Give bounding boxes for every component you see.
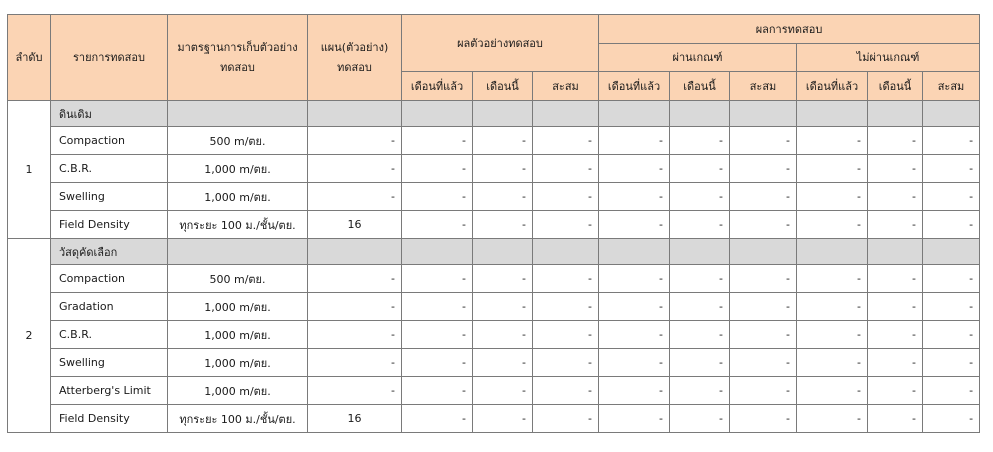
pass-last-month-cell: - xyxy=(599,155,670,183)
table-row xyxy=(8,349,980,377)
pass-this-month-cell: - xyxy=(670,211,730,239)
planned-samples: - xyxy=(308,293,402,321)
sample-last-month-cell: - xyxy=(402,405,473,433)
test-item-name: Field Density xyxy=(51,211,168,239)
header-samples: แผน(ตัวอย่าง) ทดสอบ xyxy=(308,15,402,101)
planned-samples: 16 xyxy=(308,405,402,433)
header-item: รายการทดสอบ xyxy=(51,15,168,101)
pass-last-month-cell: - xyxy=(599,211,670,239)
sample-last-month-cell: - xyxy=(402,349,473,377)
planned-samples: - xyxy=(308,321,402,349)
pass-this-month-cell: - xyxy=(670,349,730,377)
sampling-standard: 1,000 m/ตย. xyxy=(168,349,308,377)
group-header-row xyxy=(8,239,980,265)
table-row xyxy=(8,321,980,349)
pass-this-month-cell: - xyxy=(670,127,730,155)
header-fail-this-month: เดือนนี้ xyxy=(868,72,923,101)
fail-last-month-cell: - xyxy=(797,405,868,433)
sample-cumulative-cell: - xyxy=(533,293,599,321)
group-header-blank-cell xyxy=(402,101,473,127)
fail-cumulative-cell: - xyxy=(923,211,980,239)
pass-last-month-cell: - xyxy=(599,293,670,321)
sampling-standard: 1,000 m/ตย. xyxy=(168,183,308,211)
sample-this-month-cell: - xyxy=(473,155,533,183)
group-header-blank-cell xyxy=(923,101,980,127)
fail-cumulative-cell: - xyxy=(923,265,980,293)
table-row xyxy=(8,127,980,155)
fail-this-month-cell: - xyxy=(868,127,923,155)
sampling-standard: 1,000 m/ตย. xyxy=(168,293,308,321)
pass-cumulative-cell: - xyxy=(730,211,797,239)
test-item-name: Swelling xyxy=(51,183,168,211)
header-standard: มาตรฐานการเก็บตัวอย่างทดสอบ xyxy=(168,15,308,101)
planned-samples: - xyxy=(308,377,402,405)
sample-this-month-cell: - xyxy=(473,183,533,211)
header-sample-results: ผลตัวอย่างทดสอบ xyxy=(402,15,599,72)
sampling-standard: 500 m/ตย. xyxy=(168,265,308,293)
pass-this-month-cell: - xyxy=(670,377,730,405)
sampling-standard: ทุกระยะ 100 ม./ชั้น/ตย. xyxy=(168,405,308,433)
header-pass-cumulative: สะสม xyxy=(730,72,797,101)
pass-last-month-cell: - xyxy=(599,183,670,211)
fail-cumulative-cell: - xyxy=(923,293,980,321)
fail-last-month-cell: - xyxy=(797,349,868,377)
test-item-name: C.B.R. xyxy=(51,155,168,183)
fail-this-month-cell: - xyxy=(868,293,923,321)
pass-last-month-cell: - xyxy=(599,377,670,405)
fail-this-month-cell: - xyxy=(868,183,923,211)
header-test-results: ผลการทดสอบ xyxy=(599,15,980,44)
fail-this-month-cell: - xyxy=(868,155,923,183)
header-seq: ลำดับ xyxy=(8,15,51,101)
group-header-blank-cell xyxy=(730,101,797,127)
pass-last-month-cell: - xyxy=(599,265,670,293)
header-pass-this-month: เดือนนี้ xyxy=(670,72,730,101)
report-table-container xyxy=(7,14,980,433)
group-header-blank-cell xyxy=(533,239,599,265)
pass-cumulative-cell: - xyxy=(730,321,797,349)
group-header-blank-cell xyxy=(599,101,670,127)
pass-this-month-cell: - xyxy=(670,321,730,349)
header-pass: ผ่านเกณฑ์ xyxy=(599,44,797,72)
fail-last-month-cell: - xyxy=(797,293,868,321)
group-header-blank-cell xyxy=(730,239,797,265)
header-sample-cumulative: สะสม xyxy=(533,72,599,101)
pass-last-month-cell: - xyxy=(599,349,670,377)
pass-this-month-cell: - xyxy=(670,293,730,321)
sampling-standard: 1,000 m/ตย. xyxy=(168,377,308,405)
sample-cumulative-cell: - xyxy=(533,405,599,433)
planned-samples: - xyxy=(308,127,402,155)
pass-this-month-cell: - xyxy=(670,265,730,293)
sample-cumulative-cell: - xyxy=(533,183,599,211)
group-header-blank-cell xyxy=(670,239,730,265)
table-row xyxy=(8,183,980,211)
sample-this-month-cell: - xyxy=(473,293,533,321)
table-row xyxy=(8,211,980,239)
group-header-blank-cell xyxy=(533,101,599,127)
fail-cumulative-cell: - xyxy=(923,183,980,211)
planned-samples: - xyxy=(308,155,402,183)
pass-last-month-cell: - xyxy=(599,127,670,155)
sample-this-month-cell: - xyxy=(473,405,533,433)
sampling-standard: 1,000 m/ตย. xyxy=(168,321,308,349)
pass-cumulative-cell: - xyxy=(730,127,797,155)
header-pass-last-month: เดือนที่แล้ว xyxy=(599,72,670,101)
group-header-blank-cell xyxy=(868,101,923,127)
group-header-blank-cell xyxy=(670,101,730,127)
fail-last-month-cell: - xyxy=(797,127,868,155)
pass-cumulative-cell: - xyxy=(730,293,797,321)
pass-cumulative-cell: - xyxy=(730,377,797,405)
table-row xyxy=(8,293,980,321)
sampling-standard: 1,000 m/ตย. xyxy=(168,155,308,183)
sample-cumulative-cell: - xyxy=(533,211,599,239)
group-header-blank-cell xyxy=(923,239,980,265)
fail-cumulative-cell: - xyxy=(923,405,980,433)
sample-last-month-cell: - xyxy=(402,155,473,183)
group-title: ดินเดิม xyxy=(51,101,168,127)
group-header-blank-cell xyxy=(868,239,923,265)
fail-cumulative-cell: - xyxy=(923,377,980,405)
fail-cumulative-cell: - xyxy=(923,155,980,183)
sampling-standard: ทุกระยะ 100 ม./ชั้น/ตย. xyxy=(168,211,308,239)
header-sample-last-month: เดือนที่แล้ว xyxy=(402,72,473,101)
sample-this-month-cell: - xyxy=(473,321,533,349)
planned-samples: - xyxy=(308,183,402,211)
fail-cumulative-cell: - xyxy=(923,349,980,377)
sample-last-month-cell: - xyxy=(402,127,473,155)
sample-this-month-cell: - xyxy=(473,127,533,155)
table-row xyxy=(8,265,980,293)
sample-cumulative-cell: - xyxy=(533,265,599,293)
group-header-blank-cell xyxy=(797,101,868,127)
table-body xyxy=(8,101,980,433)
sample-cumulative-cell: - xyxy=(533,127,599,155)
test-item-name: Atterberg's Limit xyxy=(51,377,168,405)
sample-last-month-cell: - xyxy=(402,183,473,211)
fail-this-month-cell: - xyxy=(868,349,923,377)
sample-last-month-cell: - xyxy=(402,293,473,321)
sample-cumulative-cell: - xyxy=(533,377,599,405)
fail-this-month-cell: - xyxy=(868,211,923,239)
sample-last-month-cell: - xyxy=(402,265,473,293)
fail-this-month-cell: - xyxy=(868,377,923,405)
fail-this-month-cell: - xyxy=(868,321,923,349)
pass-cumulative-cell: - xyxy=(730,265,797,293)
sample-this-month-cell: - xyxy=(473,349,533,377)
test-item-name: Compaction xyxy=(51,265,168,293)
fail-last-month-cell: - xyxy=(797,265,868,293)
planned-samples: - xyxy=(308,265,402,293)
sampling-standard: 500 m/ตย. xyxy=(168,127,308,155)
fail-last-month-cell: - xyxy=(797,321,868,349)
pass-this-month-cell: - xyxy=(670,405,730,433)
sample-cumulative-cell: - xyxy=(533,349,599,377)
group-header-blank-cell xyxy=(402,239,473,265)
test-item-name: Gradation xyxy=(51,293,168,321)
group-header-blank-cell xyxy=(599,239,670,265)
group-header-blank-cell xyxy=(797,239,868,265)
test-item-name: C.B.R. xyxy=(51,321,168,349)
pass-last-month-cell: - xyxy=(599,405,670,433)
fail-last-month-cell: - xyxy=(797,155,868,183)
group-seq-number: 1 xyxy=(8,101,51,239)
pass-this-month-cell: - xyxy=(670,183,730,211)
sample-last-month-cell: - xyxy=(402,211,473,239)
fail-last-month-cell: - xyxy=(797,183,868,211)
table-row xyxy=(8,377,980,405)
group-header-blank-cell xyxy=(308,101,402,127)
group-header-blank-cell xyxy=(168,101,308,127)
group-header-blank-cell xyxy=(473,101,533,127)
planned-samples: 16 xyxy=(308,211,402,239)
sample-cumulative-cell: - xyxy=(533,321,599,349)
header-sample-this-month: เดือนนี้ xyxy=(473,72,533,101)
fail-last-month-cell: - xyxy=(797,211,868,239)
fail-last-month-cell: - xyxy=(797,377,868,405)
test-item-name: Field Density xyxy=(51,405,168,433)
fail-this-month-cell: - xyxy=(868,405,923,433)
sample-last-month-cell: - xyxy=(402,377,473,405)
group-title: วัสดุคัดเลือก xyxy=(51,239,168,265)
test-results-table xyxy=(7,14,980,433)
group-header-blank-cell xyxy=(168,239,308,265)
test-item-name: Compaction xyxy=(51,127,168,155)
sample-this-month-cell: - xyxy=(473,211,533,239)
header-fail-cumulative: สะสม xyxy=(923,72,980,101)
pass-cumulative-cell: - xyxy=(730,183,797,211)
pass-cumulative-cell: - xyxy=(730,349,797,377)
group-header-blank-cell xyxy=(473,239,533,265)
table-row xyxy=(8,155,980,183)
header-fail: ไม่ผ่านเกณฑ์ xyxy=(797,44,980,72)
pass-this-month-cell: - xyxy=(670,155,730,183)
sample-last-month-cell: - xyxy=(402,321,473,349)
group-header-blank-cell xyxy=(308,239,402,265)
group-seq-number: 2 xyxy=(8,239,51,433)
test-item-name: Swelling xyxy=(51,349,168,377)
table-row xyxy=(8,405,980,433)
fail-this-month-cell: - xyxy=(868,265,923,293)
pass-cumulative-cell: - xyxy=(730,155,797,183)
pass-cumulative-cell: - xyxy=(730,405,797,433)
table-header xyxy=(8,15,980,101)
sample-cumulative-cell: - xyxy=(533,155,599,183)
planned-samples: - xyxy=(308,349,402,377)
sample-this-month-cell: - xyxy=(473,377,533,405)
sample-this-month-cell: - xyxy=(473,265,533,293)
fail-cumulative-cell: - xyxy=(923,321,980,349)
pass-last-month-cell: - xyxy=(599,321,670,349)
group-header-row xyxy=(8,101,980,127)
header-fail-last-month: เดือนที่แล้ว xyxy=(797,72,868,101)
fail-cumulative-cell: - xyxy=(923,127,980,155)
